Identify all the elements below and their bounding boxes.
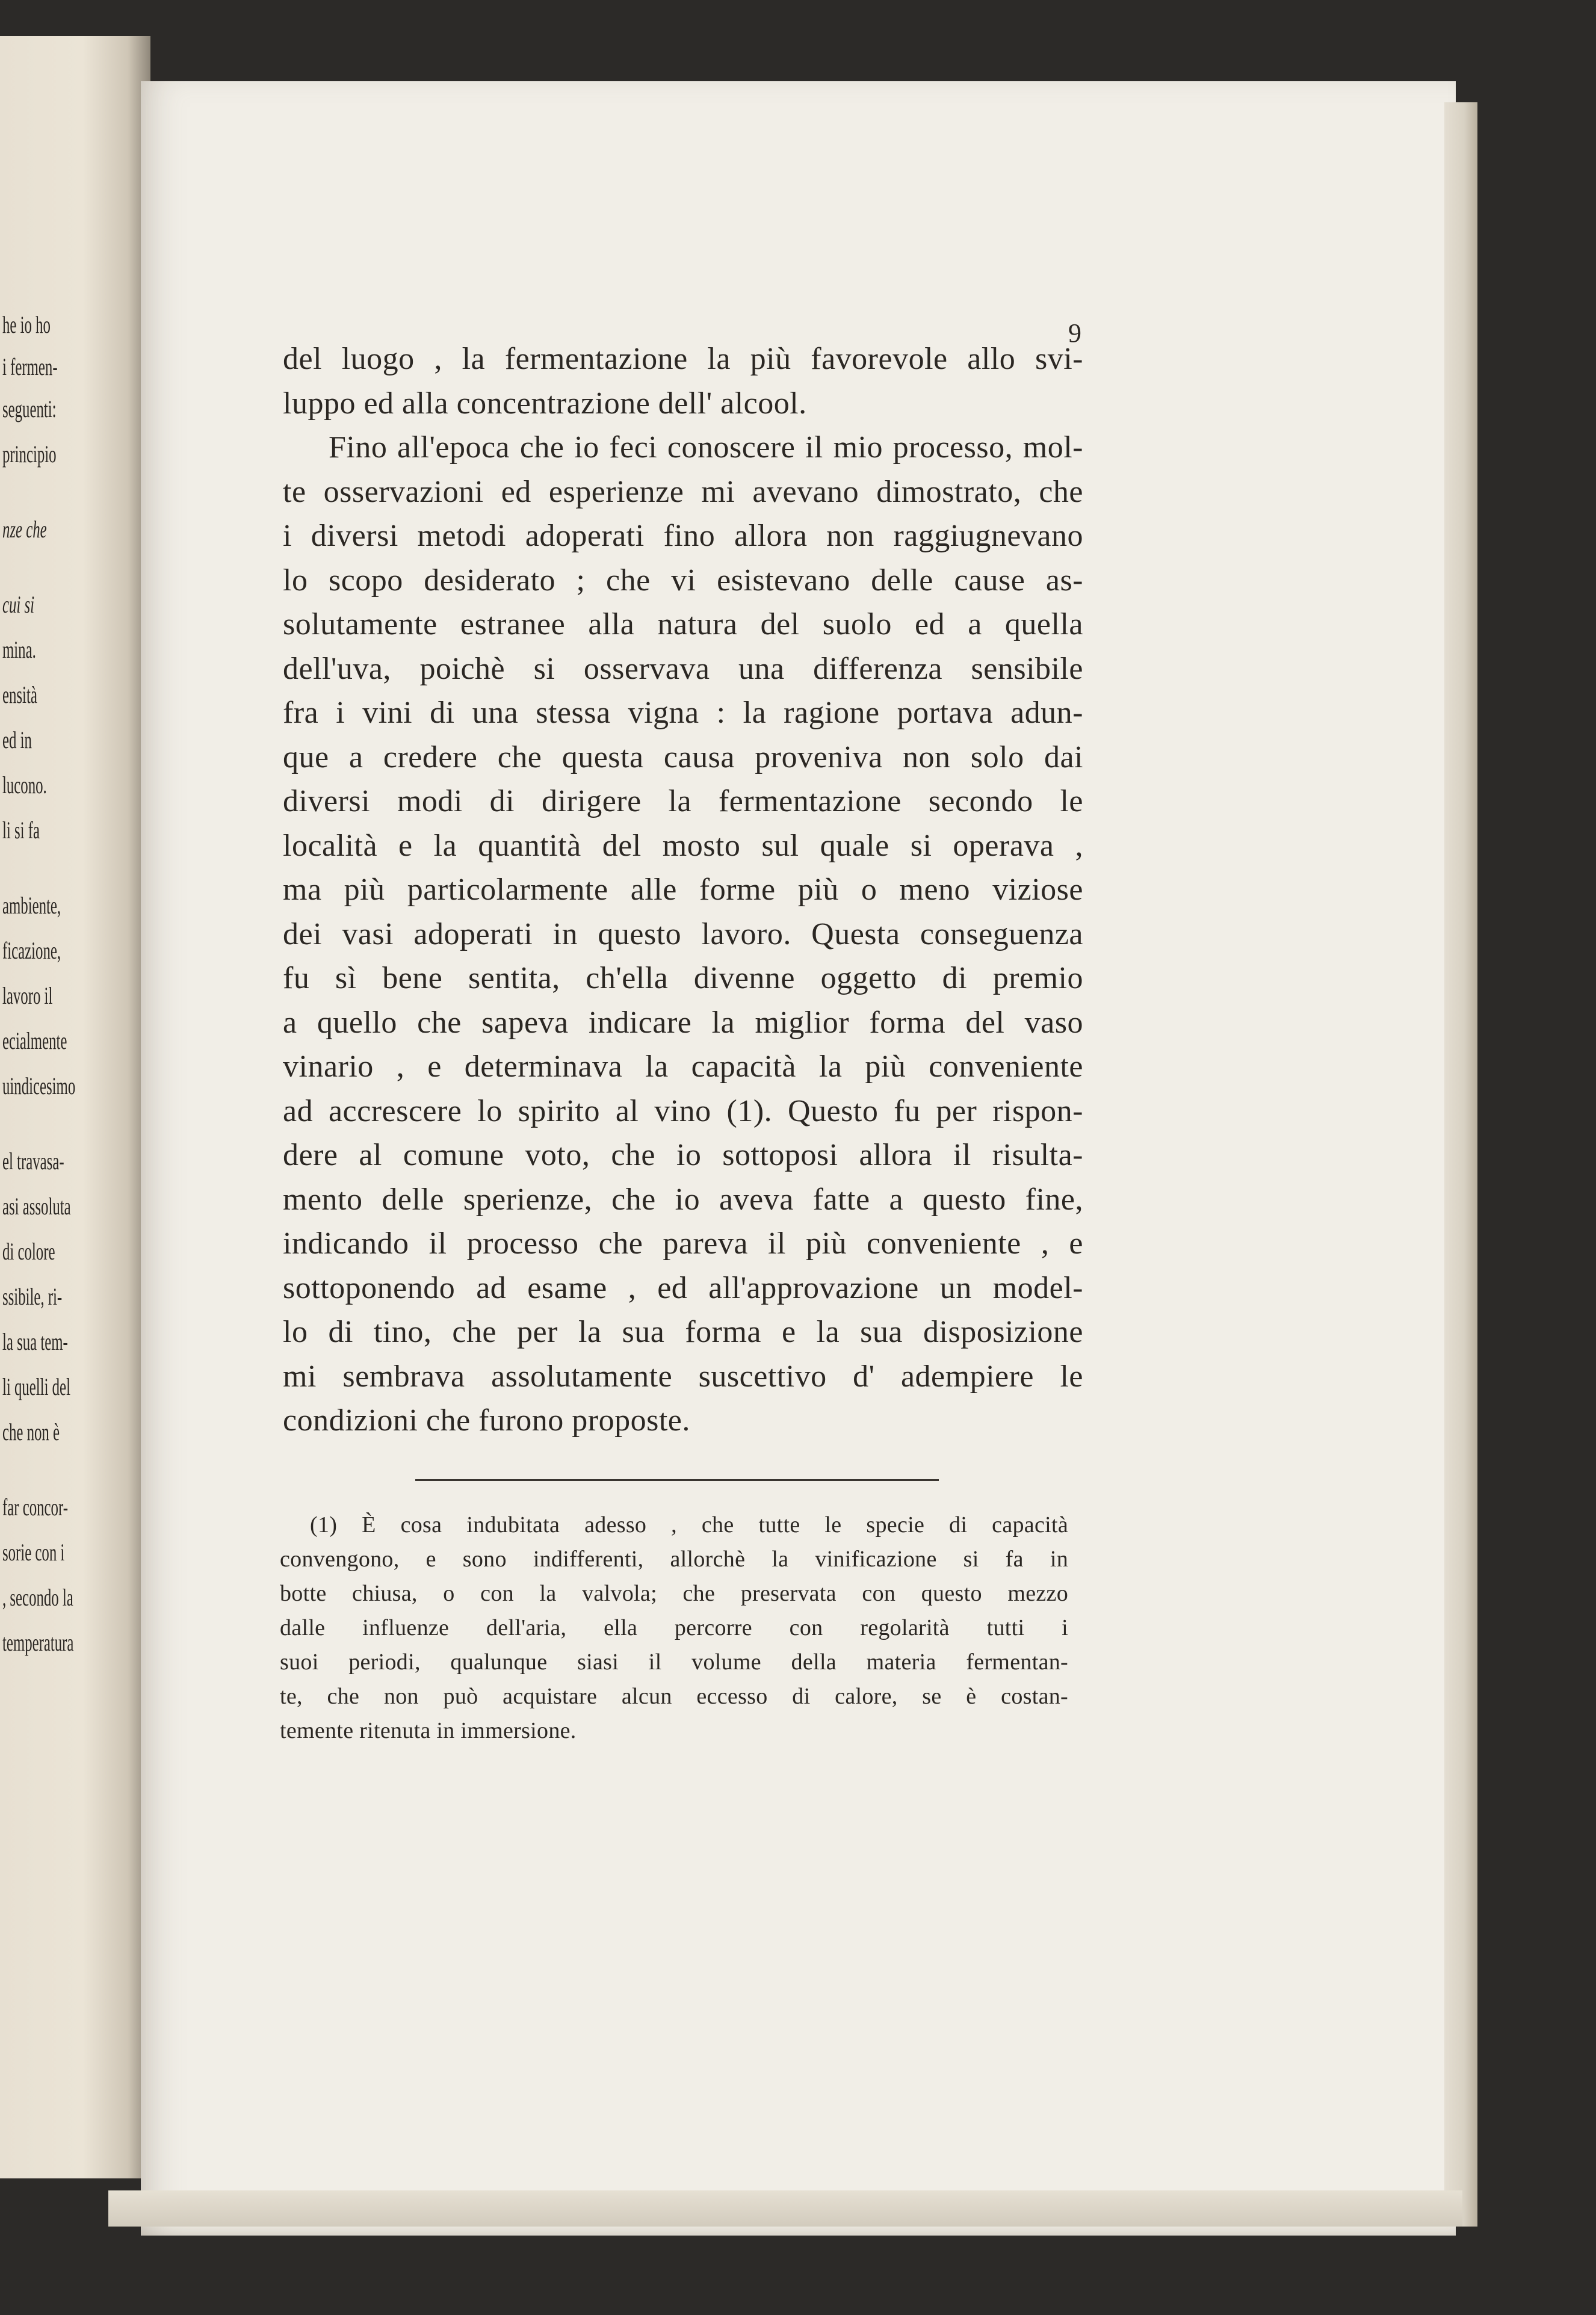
left-page-edge [0,36,150,2178]
left-page-text-fragment: ambiente, [2,892,61,919]
left-page-text-fragment: ed in [2,726,32,753]
page-stack-edge-bottom [108,2190,1462,2227]
body-text-line: fra i vini di una stessa vigna : la ragione portava adun- [283,696,1083,730]
left-page-text-fragment: asi assoluta [2,1193,71,1220]
footnote-line: te, che non può acquistare alcun eccesso di calore, se è costan- [280,1684,1068,1709]
left-page-text-fragment: mina. [2,636,36,663]
body-text-line: condizioni che furono proposte. [283,1403,690,1438]
left-page-text-fragment: li si fa [2,817,40,844]
left-page-text-fragment: sorie con i [2,1539,65,1566]
left-page-text-fragment: temperatura [2,1629,74,1656]
left-page-text-fragment: he io ho [2,311,51,338]
left-page-text-fragment: di colore [2,1238,55,1265]
body-text-line: indicando il processo che pareva il più conveniente , e [283,1226,1083,1261]
left-page-text-fragment: lavoro il [2,982,53,1009]
body-text-line: sottoponendo ad esame , ed all'approvazione un model- [283,1270,1083,1305]
left-page-text-fragment: cui si [2,591,35,618]
body-text-line: luppo ed alla concentrazione dell' alcool. [283,386,807,421]
left-page-text-fragment: far concor- [2,1494,68,1521]
page-number: 9 [1068,318,1081,348]
left-page-text-fragment: uindicesimo [2,1072,76,1099]
left-page-text-fragment: ssibile, ri- [2,1283,63,1310]
left-page-text-fragment: che non è [2,1418,60,1445]
left-page-text-fragment: el travasa- [2,1148,64,1175]
body-text-line: ma più particolarmente alle forme più o meno viziose [283,873,1083,907]
left-page-text-fragment: ecialmente [2,1027,67,1054]
footnote-line: dalle influenze dell'aria, ella percorre con regolarità tutti i [280,1615,1068,1640]
body-text-line: diversi modi di dirigere la fermentazione secondo le [283,784,1083,818]
left-page-text-fragment: principio [2,440,57,468]
left-page-text-fragment: , secondo la [2,1584,73,1611]
left-page-text-fragment: ensità [2,681,37,708]
footnote-line: temente ritenuta in immersione. [280,1718,577,1743]
body-text [283,337,1083,1443]
body-text-line: te osservazioni ed esperienze mi avevano dimostrato, che [283,474,1083,509]
left-page-text-fragment: i fermen- [2,353,58,380]
left-page-text-fragment: li quelli del [2,1373,70,1400]
body-text-line: dell'uva, poichè si osservava una differenza sensibile [283,651,1083,686]
body-text-line: solutamente estranee alla natura del suolo ed a quella [283,607,1083,641]
left-page-text-fragment: ficazione, [2,937,61,964]
body-text-line: mi sembrava assolutamente suscettivo d' adempiere le [283,1359,1083,1394]
body-text-line: i diversi metodi adoperati fino allora non raggiugnevano [283,519,1083,553]
body-text-line: del luogo , la fermentazione la più favorevole allo svi- [283,342,1083,376]
footnote-divider [415,1479,939,1481]
body-text-line: ad accrescere lo spirito al vino (1). Questo fu per rispon- [283,1093,1083,1128]
body-text-line: que a credere che questa causa proveniva non solo dai [283,740,1083,774]
page-stack-edge-right [1444,102,1477,2227]
left-page-text-fragment: nze che [2,516,47,543]
body-text-line: lo di tino, che per la sua forma e la sua disposizione [283,1315,1083,1349]
left-page-text-fragment: la sua tem- [2,1328,68,1355]
footnote-line: (1) È cosa indubitata adesso , che tutte le specie di capacità [310,1512,1068,1538]
body-text-line: località e la quantità del mosto sul quale si operava , [283,828,1083,863]
body-text-line: Fino all'epoca che io feci conoscere il mio processo, mol- [329,430,1083,465]
body-text-line: mento delle sperienze, che io aveva fatte a questo fine, [283,1182,1083,1217]
body-text-line: a quello che sapeva indicare la miglior forma del vaso [283,1005,1083,1040]
body-text-line: vinario , e determinava la capacità la più conveniente [283,1049,1083,1084]
footnote-line: convengono, e sono indifferenti, allorchè la vinificazione si fa in [280,1547,1068,1572]
footnote-line: botte chiusa, o con la valvola; che preservata con questo mezzo [280,1581,1068,1606]
footnote [280,1508,1068,1748]
body-text-line: fu sì bene sentita, ch'ella divenne oggetto di premio [283,961,1083,995]
footnote-line: suoi periodi, qualunque siasi il volume della materia fermentan- [280,1649,1068,1675]
body-text-line: dere al comune voto, che io sottoposi allora il risulta- [283,1138,1083,1172]
left-page-text-fragment: seguenti: [2,395,57,422]
left-page-text-fragment: lucono. [2,771,47,799]
body-text-line: dei vasi adoperati in questo lavoro. Questa conseguenza [283,916,1083,951]
body-text-line: lo scopo desiderato ; che vi esistevano delle cause as- [283,563,1083,598]
